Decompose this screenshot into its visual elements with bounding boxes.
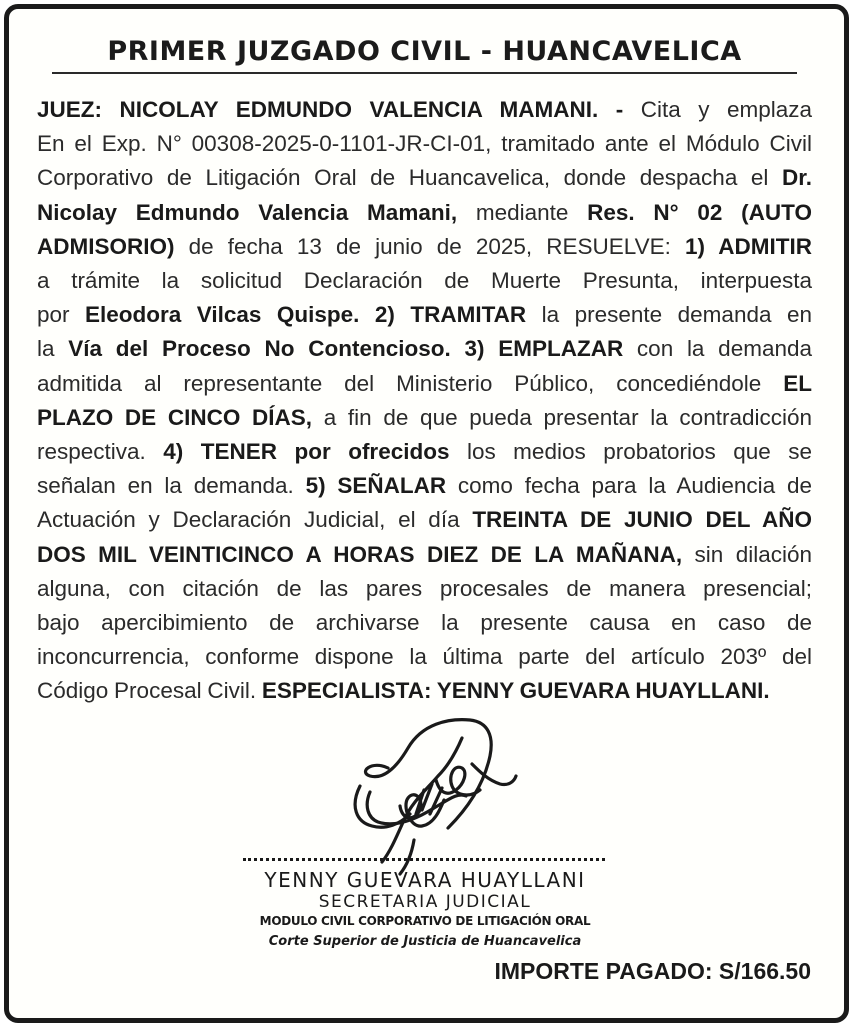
body-text-run: a fin de que pueda presentar la contradicción	[312, 404, 813, 430]
body-line	[37, 298, 812, 332]
stamp-office: MODULO CIVIL CORPORATIVO DE LITIGACIÓN ORAL	[259, 914, 591, 928]
body-line	[37, 606, 812, 640]
body-line	[37, 640, 812, 674]
body-text-run: Cita y emplaza	[623, 97, 813, 122]
body-line	[37, 127, 812, 161]
body-bold-run: DOS MIL VEINTICINCO A HORAS DIEZ DE LA MAÑANA,	[37, 541, 683, 567]
body-text-run: por	[37, 302, 85, 328]
body-line	[37, 367, 812, 401]
body-text-run: de fecha 13 de junio de 2025, RESUELVE:	[174, 233, 685, 259]
body-text-run: sin dilación	[682, 541, 812, 567]
body-bold-run: 4) TENER por ofrecidos	[163, 439, 450, 465]
body-bold-run: Res. N° 02 (AUTO	[587, 199, 812, 225]
body-bold-run: TREINTA DE JUNIO DEL AÑO	[472, 507, 812, 533]
body-bold-run: Vía del Proceso No Contencioso. 3) EMPLAZAR	[68, 336, 624, 362]
body-bold-run: Dr.	[781, 165, 812, 191]
body-text-run: con la demanda	[623, 336, 813, 362]
body-text-run: Actuación y Declaración Judicial, el día	[37, 507, 473, 533]
judge-heading: JUEZ: NICOLAY EDMUNDO VALENCIA MAMANI. -	[37, 97, 624, 122]
notice-title: PRIMER JUZGADO CIVIL - HUANCAVELICA	[107, 36, 742, 67]
body-text-run: señalan en la demanda.	[37, 473, 306, 499]
body-text-run: como fecha para la Audiencia de	[446, 473, 813, 499]
body-line	[37, 264, 812, 298]
stamp-name: YENNY GUEVARA HUAYLLANI	[264, 868, 586, 892]
body-line	[37, 503, 812, 537]
body-line	[37, 93, 812, 127]
title-underline	[52, 72, 797, 74]
body-bold-run: 1) ADMITIR	[684, 233, 812, 259]
body-text-run: a trámite la solicitud Declaración de Muerte Presunta, interpuesta	[37, 268, 812, 294]
stamp-divider	[243, 858, 605, 861]
body-line	[37, 230, 812, 264]
body-line	[37, 469, 812, 503]
body-text-run: En el Exp. N° 00308-2025-0-1101-JR-CI-01, tramitado ante el Módulo Civil	[37, 131, 812, 157]
body-line	[37, 538, 812, 572]
stamp-role: SECRETARIA JUDICIAL	[318, 892, 532, 912]
body-text-run: admitida al representante del Ministerio Público, concediéndole	[37, 370, 784, 396]
body-text-run: alguna, con citación de las pares procesales de manera presencial;	[37, 575, 812, 601]
body-text-run: bajo apercibimiento de archivarse la presente causa en caso de	[37, 610, 812, 636]
body-text-run: Corporativo de Litigación Oral de Huancavelica, donde despacha el	[37, 165, 782, 191]
body-text-run: los medios probatorios que se	[449, 439, 812, 465]
body-text-run: la	[37, 336, 69, 362]
body-line	[37, 401, 812, 435]
body-line	[37, 332, 812, 366]
handwritten-signature	[330, 710, 530, 880]
body-line	[37, 572, 812, 606]
stamp-court: Corte Superior de Justicia de Huancavelica	[268, 934, 582, 949]
body-text-run: mediante	[457, 199, 588, 225]
amount-paid: IMPORTE PAGADO: S/166.50	[494, 958, 811, 984]
specialist-signoff: ESPECIALISTA: YENNY GUEVARA HUAYLLANI.	[261, 678, 770, 704]
body-line	[37, 161, 812, 195]
body-text-run: la presente demanda en	[526, 302, 812, 328]
body-line	[37, 196, 812, 230]
body-bold-run: Nicolay Edmundo Valencia Mamani,	[37, 199, 458, 225]
body-bold-run: Eleodora Vilcas Quispe. 2) TRAMITAR	[85, 302, 527, 328]
body-bold-run: PLAZO DE CINCO DÍAS,	[37, 404, 313, 430]
body-line	[37, 674, 812, 708]
body-bold-run: ADMISORIO)	[37, 233, 175, 259]
body-text-run: Código Procesal Civil.	[37, 678, 262, 704]
notice-body	[37, 93, 812, 709]
body-line	[37, 435, 812, 469]
body-bold-run: 5) SEÑALAR	[305, 473, 447, 499]
body-bold-run: EL	[783, 370, 812, 396]
official-stamp	[235, 858, 615, 958]
body-text-run: inconcurrencia, conforme dispone la última parte del artículo 203º del	[37, 644, 812, 670]
body-text-run: respectiva.	[37, 439, 164, 465]
